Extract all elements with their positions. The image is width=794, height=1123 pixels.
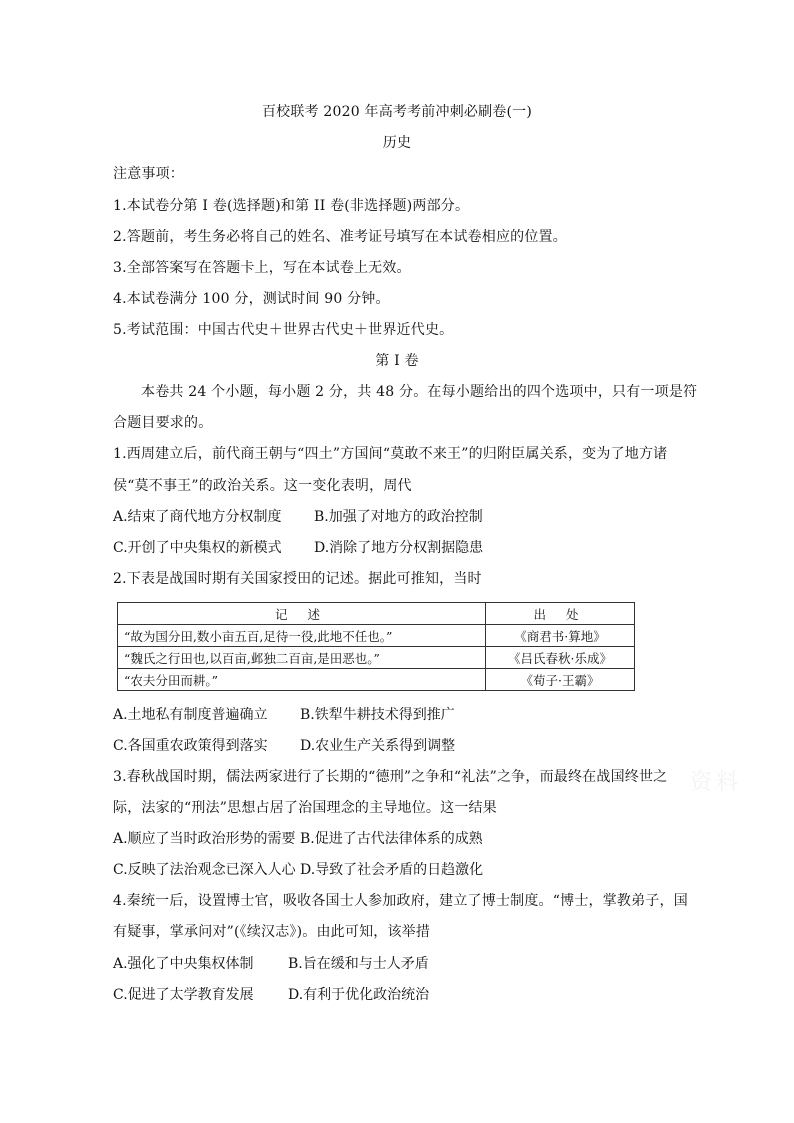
question-1-stem: 1.西周建立后，前代商王朝与“四土”方国间“莫敢不来王”的归附臣属关系，变为了地方诸 — [113, 446, 668, 462]
subject-title: 历史 — [382, 135, 412, 151]
table-cell: “魏氏之行田也,以百亩,邺独二百亩,是田恶也。” — [118, 647, 486, 669]
exam-title: 百校联考 2020 年高考考前冲刺必刷卷(一) — [261, 104, 533, 120]
table-header: 记 述 — [118, 603, 486, 625]
notice-item: 1.本试卷分第 I 卷(选择题)和第 II 卷(非选择题)两部分。 — [113, 198, 470, 214]
q2-option-d: D.农业生产关系得到调整 — [300, 738, 456, 754]
q3-option-c: C.反映了法治观念已深入人心 — [113, 862, 296, 878]
section-title: 第 I 卷 — [375, 353, 419, 369]
notice-item: 4.本试卷满分 100 分，测试时间 90 分钟。 — [113, 291, 390, 307]
table-cell: 《荀子·王霸》 — [486, 669, 635, 691]
table-cell: “故为国分田,数小亩五百,足待一役,此地不任也。” — [118, 625, 486, 647]
q1-option-d: D.消除了地方分权割据隐患 — [314, 540, 484, 556]
table-cell: 《商君书·算地》 — [486, 625, 635, 647]
q4-option-c: C.促进了太学教育发展 — [113, 987, 254, 1003]
table-cell: “农夫分田而耕。” — [118, 669, 486, 691]
q4-option-a: A.强化了中央集权体制 — [113, 956, 254, 972]
table-row — [118, 625, 635, 647]
notice-item: 3.全部答案写在答题卡上，写在本试卷上无效。 — [113, 260, 411, 276]
table-header: 出 处 — [486, 603, 635, 625]
question-2-stem: 2.下表是战国时期有关国家授田的记述。据此可推知，当时 — [113, 571, 482, 587]
table-row — [118, 669, 635, 691]
watermark: 资料 — [690, 770, 743, 795]
table-row — [118, 647, 635, 669]
question-3-stem: 3.春秋战国时期，儒法两家进行了长期的“德刑”之争和“礼法”之争，而最终在战国终世之 — [113, 769, 668, 785]
q3-option-a: A.顺应了当时政治形势的需要 — [113, 831, 296, 847]
q2-option-c: C.各国重农政策得到落实 — [113, 738, 268, 754]
question-4-stem: 有疑事，掌承问对”(《续汉志》)。由此可知，该举措 — [113, 924, 431, 940]
notice-item: 5.考试范围：中国古代史＋世界古代史＋世界近代史。 — [113, 322, 454, 338]
notice-item: 2.答题前，考生务必将自己的姓名、准考证号填写在本试卷相应的位置。 — [113, 229, 567, 245]
question-3-stem: 际，法家的“刑法”思想占居了治国理念的主导地位。这一结果 — [113, 800, 497, 816]
notice-heading: 注意事项： — [113, 166, 184, 182]
q4-option-b: B.旨在缓和与士人矛盾 — [288, 956, 429, 972]
table-cell: 《吕氏春秋·乐成》 — [486, 647, 635, 669]
q1-option-a: A.结束了商代地方分权制度 — [113, 509, 282, 525]
question-4-stem: 4.秦统一后，设置博士官，吸收各国士人参加政府，建立了博士制度。“博士，掌教弟子，国 — [113, 893, 688, 909]
q1-option-c: C.开创了中央集权的新模式 — [113, 540, 282, 556]
q3-option-b: B.促进了古代法律体系的成熟 — [300, 831, 483, 847]
q4-option-d: D.有利于优化政治统治 — [288, 987, 430, 1003]
section-intro: 本卷共 24 个小题，每小题 2 分，共 48 分。在每小题给出的四个选项中，只有一项是符 — [141, 384, 698, 400]
land-grant-table — [117, 602, 635, 691]
q1-option-b: B.加强了对地方的政治控制 — [314, 509, 483, 525]
q3-option-d: D.导致了社会矛盾的日趋激化 — [300, 862, 484, 878]
question-1-stem: 侯“莫不事王”的政治关系。这一变化表明，周代 — [113, 478, 412, 494]
section-intro: 合题目要求的。 — [113, 415, 213, 431]
q2-option-b: B.铁犁牛耕技术得到推广 — [300, 707, 455, 723]
q2-option-a: A.土地私有制度普遍确立 — [113, 707, 268, 723]
